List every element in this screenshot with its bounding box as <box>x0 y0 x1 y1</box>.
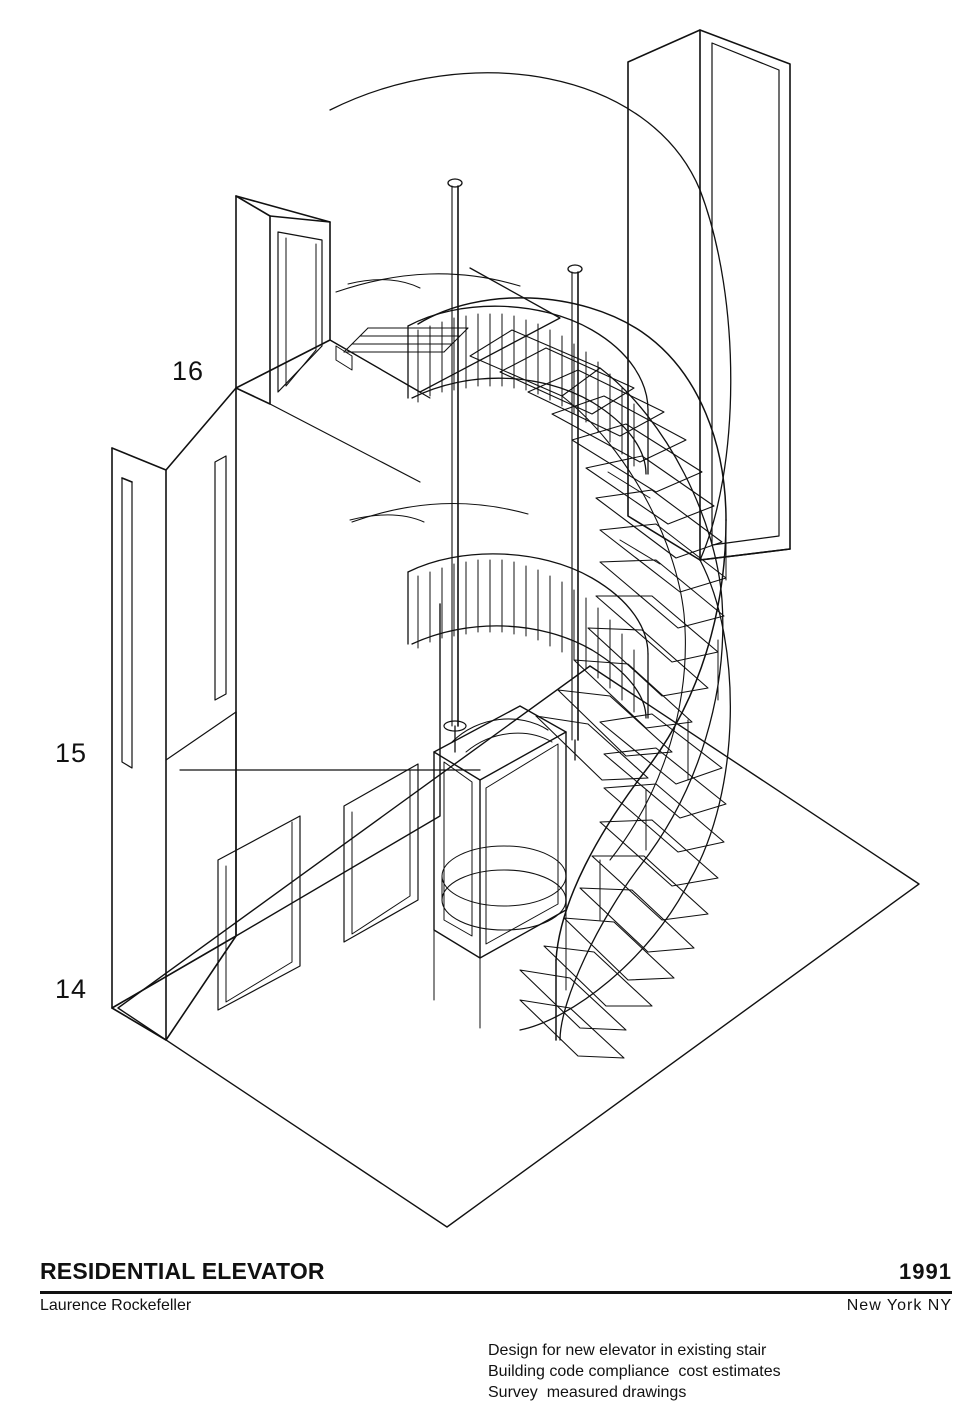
title-block <box>0 1248 975 1425</box>
structural-posts <box>448 179 582 740</box>
scope-line-1: Design for new elevator in existing stair <box>488 1342 767 1359</box>
spiral-outer-envelope <box>330 73 731 1030</box>
railing-level-15 <box>408 554 648 718</box>
stair-stringer <box>560 368 723 1040</box>
project-title: RESIDENTIAL ELEVATOR <box>40 1258 325 1284</box>
wall-level-16 <box>236 196 430 482</box>
level-marker-15: 15 <box>55 738 88 768</box>
scope-notes <box>488 1340 781 1403</box>
scope-line-2: Building code compliance cost estimates <box>488 1363 781 1380</box>
spiral-treads-lower <box>520 714 726 1058</box>
title-block-sub-row <box>40 1297 952 1315</box>
title-block-main-row <box>40 1258 952 1285</box>
railing-level-16 <box>408 306 648 474</box>
level-marker-14: 14 <box>55 974 88 1004</box>
floor-plane <box>118 666 919 1227</box>
project-location: New York NY <box>846 1297 952 1314</box>
elevator-cab <box>434 706 575 958</box>
wall-level-15 <box>112 388 480 1040</box>
straight-flight-upper <box>344 328 468 352</box>
client-name: Laurence Rockefeller <box>40 1297 192 1314</box>
ceiling-soffit <box>336 274 528 522</box>
elevator-shaft-guides <box>434 910 566 1028</box>
project-year: 1991 <box>899 1259 952 1284</box>
back-wall-panel <box>628 30 790 560</box>
wall-level-14-doors <box>218 604 440 1010</box>
level-marker-16: 16 <box>172 356 205 386</box>
scope-line-3: Survey measured drawings <box>488 1384 687 1401</box>
title-block-divider <box>40 1291 952 1294</box>
